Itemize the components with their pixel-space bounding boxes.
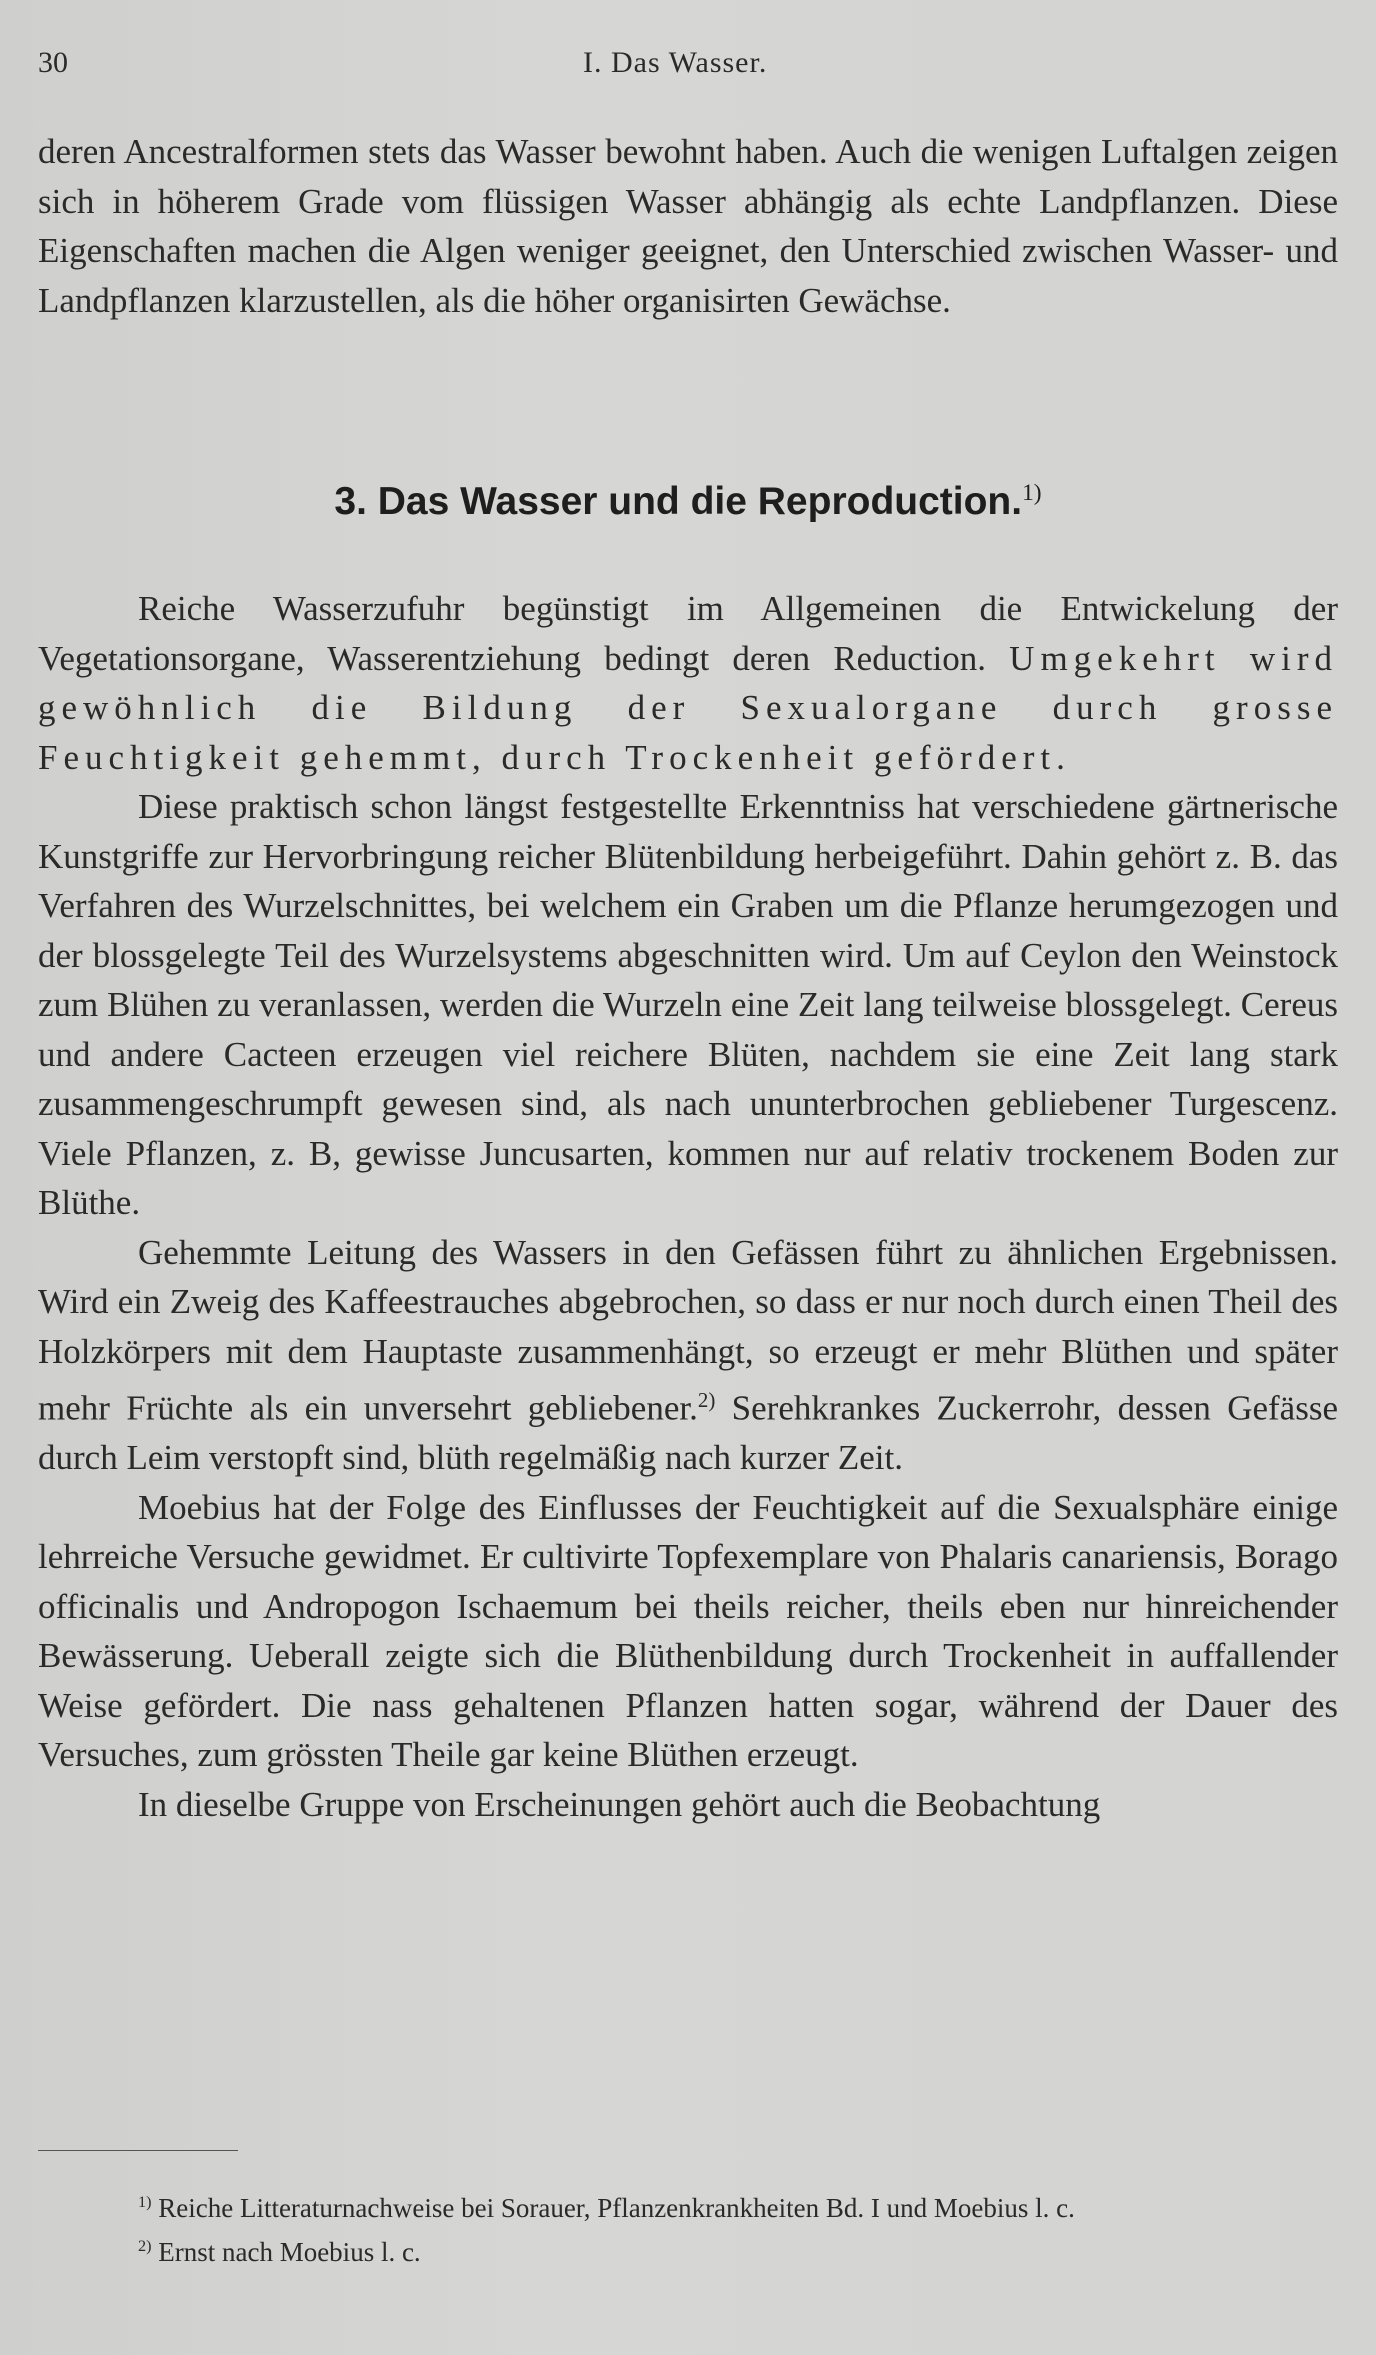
footnote-2 [138,2227,1338,2271]
page-number: 30 [38,46,68,79]
footnote-divider [38,2150,238,2151]
paragraph-3 [38,1228,1338,1483]
footnotes [138,2183,1338,2271]
paragraph-4: Moebius hat der Folge des Einflusses der Feuchtigkeit auf die Sexualsphäre einige lehrreiche Versuche gewidmet. Er cultivirte Topfexemplare von Phalaris canariensis, Borago officinalis und Andropogon Ischaemum bei theils reicher, theils eben nur hinreichender Bewässerung. Ueberall zeigte sich die Blüthenbildung durch Trockenheit in auffallender Weise gefördert. Die nass gehaltenen Pflanzen hatten sogar, während der Dauer des Versuches, zum grössten Theile gar keine Blüthen erzeugt. [38,1487,1338,1775]
paragraph-1-normal: Reiche Wasserzufuhr begünstigt im Allgemeinen die Entwickelung der Vegetationsorgane, Wasserentziehung bedingt deren Reduction. [38,589,1338,678]
footnote-2-marker: 2) [138,2237,152,2255]
paragraph-5: In dieselbe Gruppe von Erscheinungen gehört auch die Beobachtung [138,1784,1101,1824]
running-header [38,46,1338,86]
paragraph-3-text-b: Serehkrankes Zuckerrohr, dessen Gefässe durch Leim verstopft sind, blüth regelmäßig nach kurzer Zeit. [38,1388,1338,1478]
intro-text [38,127,1338,325]
footnote-2-text: Ernst nach Moebius l. c. [158,2237,421,2267]
main-text [38,584,1338,1829]
paragraph-1 [38,584,1338,782]
footnote-1-text: Reiche Litteraturnachweise bei Sorauer, Pflanzenkrankheiten Bd. I und Moebius l. c. [158,2193,1075,2223]
running-title: I. Das Wasser. [583,46,768,79]
footnote-ref-2[interactable]: 2) [697,1388,716,1412]
paragraph-3-text-a: Gehemmte Leitung des Wassers in den Gefässen führt zu ähnlichen Ergebnissen. Wird ein Zweig des Kaffeestrauches abgebrochen, so dass er nur noch durch einen Theil des Holzkörpers mit dem Hauptaste zusammenhängt, so erzeugt er mehr Blüthen und später mehr Früchte als ein unversehrt gebliebener. [38,1232,1338,1428]
paragraph-1-spaced: Umgekehrt wird gewöhnlich die Bildung der Sexualorgane durch grosse Feuchtigkeit gehemmt, durch Trockenheit gefördert. [38,638,1338,777]
paragraph-2: Diese praktisch schon längst festgestellte Erkenntniss hat verschiedene gärtnerische Kunstgriffe zur Hervorbringung reicher Blütenbildung herbeigeführt. Dahin gehört z. B. das Verfahren des Wurzelschnittes, bei welchem ein Graben um die Pflanze herumgezogen und der blossgelegte Teil des Wurzelsystems abgeschnitten wird. Um auf Ceylon den Weinstock zum Blühen zu veranlassen, werden die Wurzeln eine Zeit lang teilweise blossgelegt. Cereus und andere Cacteen erzeugen viel reichere Blüten, nachdem sie eine Zeit lang stark zusammengeschrumpft gewesen sind, als nach ununterbrochen gebliebener Turgescenz. Viele Pflanzen, z. B, gewisse Juncusarten, kommen nur auf relativ trockenem Boden zur Blüthe. [38,787,1338,1222]
footnote-1 [138,2183,1338,2227]
section-heading-text: 3. Das Wasser und die Reproduction. [334,480,1023,523]
intro-paragraph: deren Ancestralformen stets das Wasser bewohnt haben. Auch die wenigen Luftalgen zeigen sich in höherem Grade vom flüssigen Wasser abhängig als echte Landpflanzen. Diese Eigenschaften machen die Algen weniger geeignet, den Unterschied zwischen Wasser- und Landpflanzen klarzustellen, als die höher organisirten Gewächse. [38,132,1338,320]
section-heading [0,480,1376,524]
footnote-1-marker: 1) [138,2193,152,2211]
footnote-ref-1[interactable]: 1) [1022,480,1042,506]
